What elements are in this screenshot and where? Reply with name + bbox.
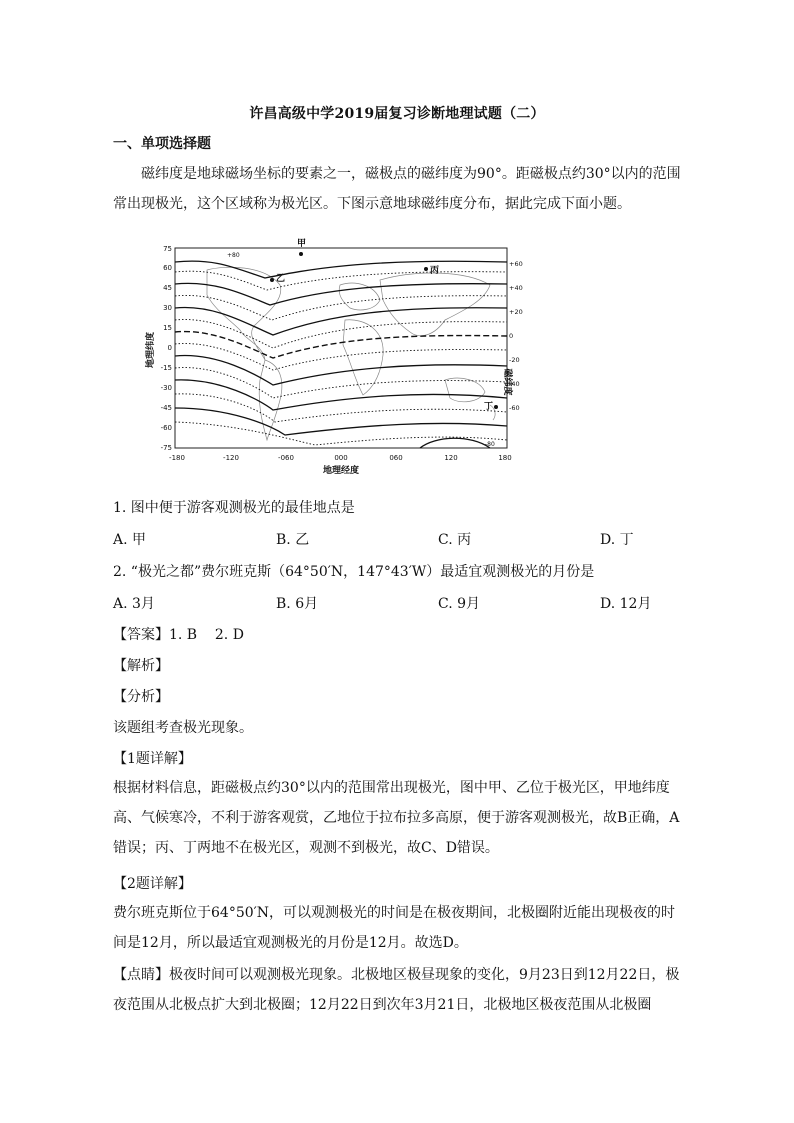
right-tick: -40: [509, 380, 520, 388]
question-1-stem: 1. 图中便于游客观测极光的最佳地点是: [113, 500, 355, 516]
y-tick: -15: [160, 364, 172, 372]
y-tick: 60: [163, 264, 172, 272]
detail-2-text: 费尔班克斯位于64°50′N，可以观测极光的时间是在极夜期间，北极圈附近能出现极夜的时间是12月，所以最适宜观测极光的月份是12月。故选D。: [113, 905, 676, 951]
detail-1-text: 根据材料信息，距磁极点约30°以内的范围常出现极光，图中甲、乙位于极光区，甲地纬度高、气候寒冷，不利于游客观赏，乙地位于拉布拉多高原，便于游客观测极光，故B正确，A错误；丙、丁两地不在极光区，观测不到极光，故C、D错误。: [113, 780, 680, 856]
magnetic-latitude-map: [145, 239, 523, 480]
y-tick: -75: [160, 444, 172, 452]
point-ding-marker: [494, 405, 498, 409]
y-tick: -30: [160, 384, 172, 392]
jiexi-heading: 【解析】: [113, 658, 169, 674]
q1-option-d[interactable]: D. 丁: [600, 532, 634, 548]
y-tick: -60: [160, 424, 172, 432]
point-jia-marker: [299, 252, 303, 256]
intro-paragraph: 磁纬度是地球磁场坐标的要素之一，磁极点的磁纬度为90°。距磁极点约30°以内的范围常出现极光，这个区域称为极光区。下图示意地球磁纬度分布，据此完成下面小题。: [113, 166, 681, 212]
y-tick: 75: [163, 245, 172, 253]
right-tick: 0: [509, 332, 514, 340]
x-tick: -060: [278, 454, 294, 462]
x-tick: -120: [223, 454, 239, 462]
detail-1-heading: 【1题详解】: [113, 751, 192, 767]
detail-2-heading: 【2题详解】: [113, 876, 192, 892]
q2-option-d[interactable]: D. 12月: [600, 596, 652, 612]
fenxi-text: 该题组考查极光现象。: [113, 720, 253, 736]
map-frame: [175, 248, 507, 448]
bottom-contour-label: -80: [485, 441, 495, 448]
q2-option-c[interactable]: C. 9月: [438, 596, 481, 612]
x-tick: 120: [444, 454, 458, 462]
point-jia-label: 甲: [297, 239, 307, 249]
x-tick: 000: [334, 454, 348, 462]
right-axis-title: 磁纬度: [502, 368, 512, 396]
top-contour-label: +80: [227, 252, 240, 259]
point-ding-label: 丁: [484, 402, 494, 412]
right-tick: +60: [509, 260, 523, 268]
right-tick: -60: [509, 404, 520, 412]
x-tick: -180: [169, 454, 185, 462]
q2-option-b[interactable]: B. 6月: [276, 596, 319, 612]
x-tick: 180: [498, 454, 512, 462]
q1-option-c[interactable]: C. 丙: [438, 532, 472, 548]
point-bing-label: 丙: [430, 266, 440, 276]
section-heading: 一、单项选择题: [113, 136, 211, 152]
x-axis-title: 地理经度: [322, 466, 360, 476]
q1-option-b[interactable]: B. 乙: [276, 532, 310, 548]
y-tick: 30: [163, 304, 172, 312]
point-yi-label: 乙: [276, 274, 286, 284]
question-2-stem: 2. “极光之都”费尔班克斯（64°50′N，147°43′W）最适宜观测极光的月份是: [113, 564, 595, 580]
point-bing-marker: [424, 267, 428, 271]
answer-line: 【答案】1. B 2. D: [113, 627, 244, 643]
right-tick: +20: [509, 308, 523, 316]
right-tick: -20: [509, 356, 520, 364]
q2-option-a[interactable]: A. 3月: [113, 596, 155, 612]
q1-option-a[interactable]: A. 甲: [113, 532, 147, 548]
y-tick: 45: [163, 284, 172, 292]
y-tick: 0: [167, 344, 172, 352]
dianjing-text: 【点睛】极夜时间可以观测极光现象。北极地区极昼现象的变化，9月23日到12月22日，极夜范围从北极点扩大到北极圈；12月22日到次年3月21日，北极地区极夜范围从北极圈: [113, 967, 680, 1013]
right-tick: +40: [509, 284, 523, 292]
y-axis-title: 地理纬度: [146, 331, 156, 369]
fenxi-heading: 【分析】: [113, 689, 169, 705]
point-yi-marker: [270, 278, 274, 282]
y-tick: -45: [160, 404, 172, 412]
x-tick: 060: [389, 454, 403, 462]
y-tick: 15: [163, 324, 172, 332]
page-title: 许昌高级中学2019届复习诊断地理试题（二）: [249, 106, 545, 122]
